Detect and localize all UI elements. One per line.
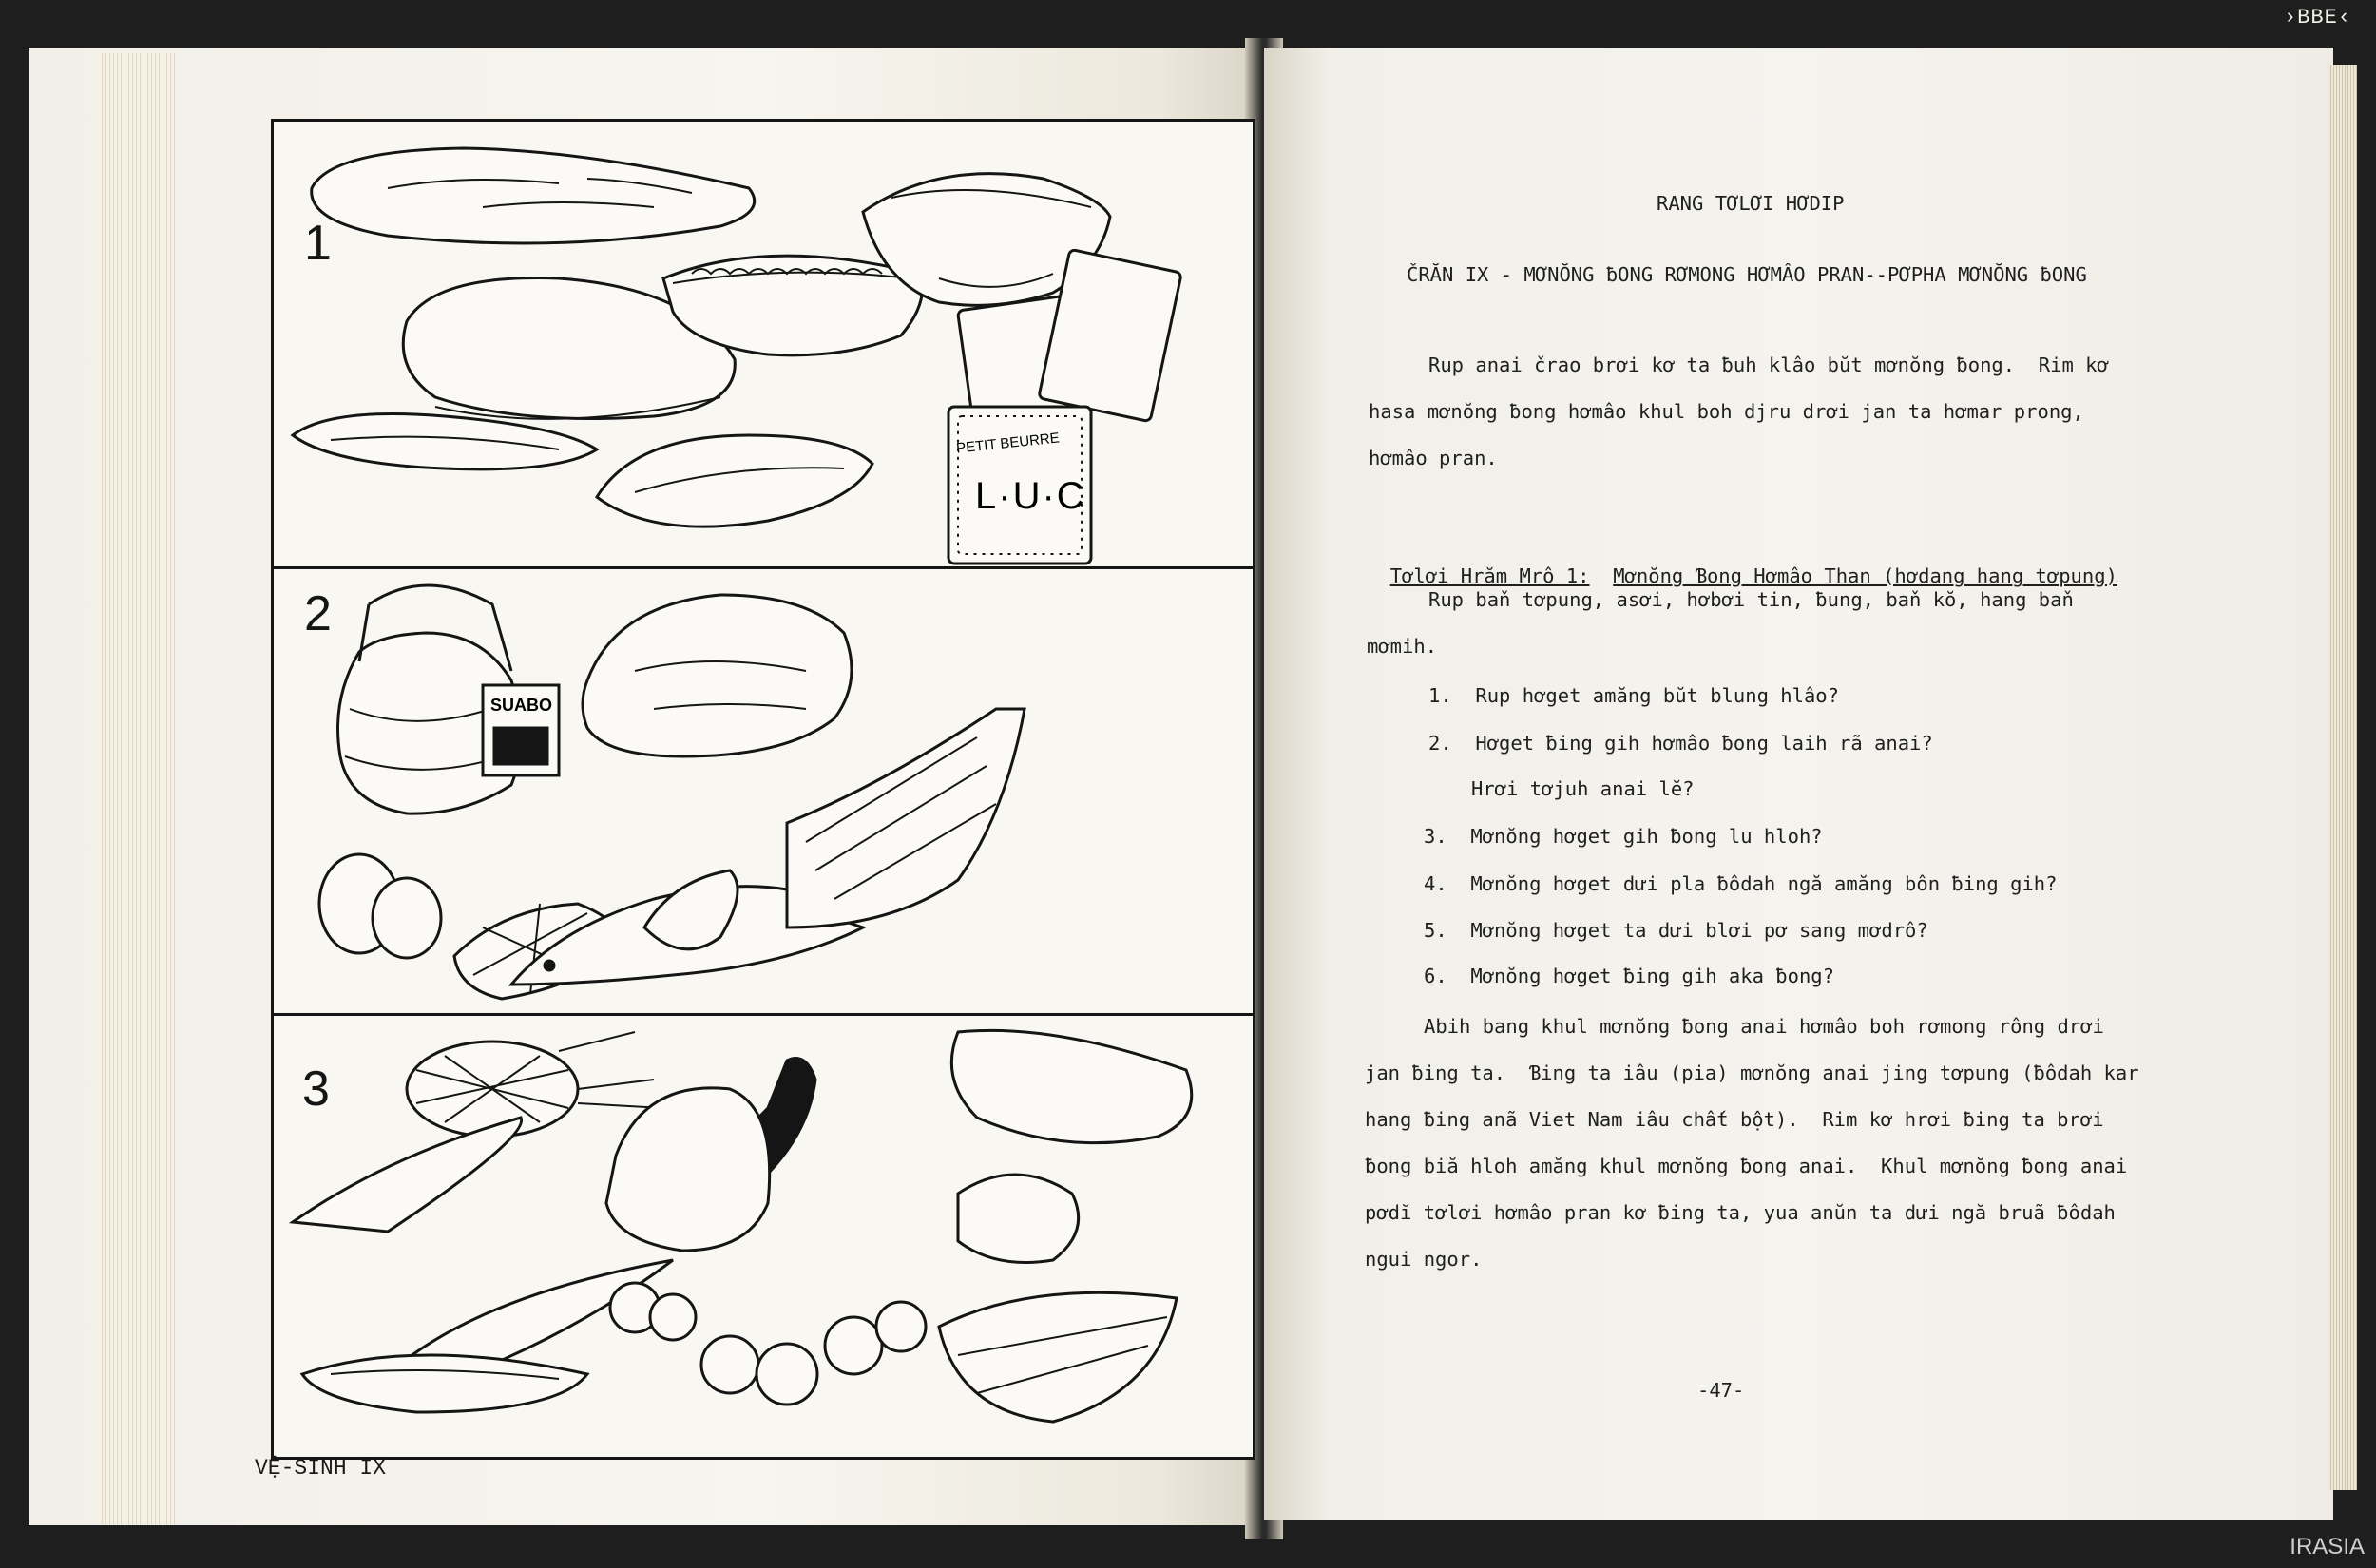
closing-line-4: ƀong biă hloh amăng khul mơnŏng ƀong anai. Khul mơnŏng ƀong anai (1365, 1155, 2128, 1177)
top-mark: ›BBE‹ (2283, 6, 2351, 29)
closing-line-6: ngui ngor. (1365, 1248, 1483, 1271)
book-right-edge (2328, 65, 2357, 1490)
question-text: Mơnŏng hơget gih ƀong lu hloh? (1470, 825, 1823, 848)
intro-line-3: hơmâo pran. (1369, 447, 1498, 469)
question-5 (1424, 919, 1928, 942)
question-4 (1424, 872, 2057, 895)
question-num: 3. (1424, 825, 1447, 848)
question-num: 2. (1428, 732, 1452, 755)
question-text: Hơget ƀing gih hơmâo ƀong laih rã anai? (1475, 732, 1933, 755)
panel-1 (274, 122, 1253, 569)
question-num: 6. (1424, 965, 1447, 987)
question-num: 4. (1424, 872, 1447, 895)
question-num: 5. (1424, 919, 1447, 942)
panel-3-number: 3 (302, 1061, 330, 1117)
page-heading: RANG TƠLƠI HƠDIP (1657, 192, 1845, 215)
question-text: Mơnŏng hơget dưi pla ƀôdah ngă amăng bôn ƀing gih? (1470, 872, 2058, 895)
panel-2-number: 2 (304, 586, 332, 641)
closing-line-5: pơdĭ tơlơi hơmâo pran kơ ƀing ta, yua anŭn ta dưi ngă bruã ƀôdah (1365, 1201, 2116, 1224)
panel-1-number: 1 (304, 216, 332, 271)
closing-line-2: jan ƀing ta. Ɓing ta iâu (pia) mơnŏng anai jing tơpung (ƀôdah kar (1365, 1061, 2139, 1084)
section-title: Mơnŏng Ɓong Hơmâo Than (hơdang hang tơpung) (1613, 564, 2117, 587)
section-intro-line-1: Rup baň tơpung, asơi, hơbơi tin, ƀung, baň kŏ, hang baň (1428, 588, 2074, 611)
biscuit-label-luc: L·U·C (975, 475, 1086, 517)
panel-2-drawing (274, 566, 1253, 1013)
closing-line-3: hang ƀing anã Viet Nam iâu chất bột). Rim kơ hrơi ƀing ta brơi (1365, 1108, 2104, 1131)
section-heading (1367, 542, 2117, 587)
question-text: Mơnŏng hơget ta dưi blơi pơ sang mơdrô? (1470, 919, 1928, 942)
panel-3-drawing (274, 1013, 1253, 1457)
question-2b (1471, 777, 1695, 800)
question-text: Mơnŏng hơget ƀing gih aka ƀong? (1470, 965, 1834, 987)
panel-3 (274, 1013, 1253, 1457)
book-page-edges (99, 53, 175, 1524)
intro-line-2: hasa mơnŏng ƀong hơmâo khul boh djru drơi jan ta hơmar prong, (1369, 400, 2084, 423)
chapter-subheading: ČRĂN IX - MƠNŎNG ƀONG RƠMONG HƠMÂO PRAN--PƠPHA MƠNŎNG ƀONG (1407, 263, 2087, 286)
question-num: 1. (1428, 684, 1452, 707)
question-2 (1428, 732, 1933, 755)
section-intro-line-2: mơmih. (1367, 635, 1438, 658)
illustration-frame (271, 119, 1255, 1460)
question-1 (1428, 684, 1839, 707)
question-text: Rup hơget amăng bŭt blung hlâo? (1475, 684, 1839, 707)
question-text: Hrơi tơjuh anai lĕ? (1471, 777, 1695, 800)
page-number: -47- (1697, 1379, 1745, 1402)
biscuit-label-petit-beurre: PETIT BEURRE (955, 430, 1061, 457)
closing-line-1: Abih bang khul mơnŏng ƀong anai hơmâo boh rơmong rông drơi (1424, 1015, 2104, 1038)
panel-2 (274, 566, 1253, 1016)
watermark: IRASIA (2290, 1534, 2365, 1559)
panel-1-drawing (274, 122, 1253, 566)
left-page-caption: VỆ-SINH IX (255, 1456, 387, 1481)
section-label: Tơlơi Hrăm Mrô 1: (1389, 564, 1590, 587)
can-label: SUABO (490, 696, 553, 715)
intro-line-1: Rup anai črao brơi kơ ta ƀuh klâo bŭt mơnŏng ƀong. Rim kơ (1428, 354, 2109, 376)
question-6 (1424, 965, 1834, 987)
question-3 (1424, 825, 1823, 848)
